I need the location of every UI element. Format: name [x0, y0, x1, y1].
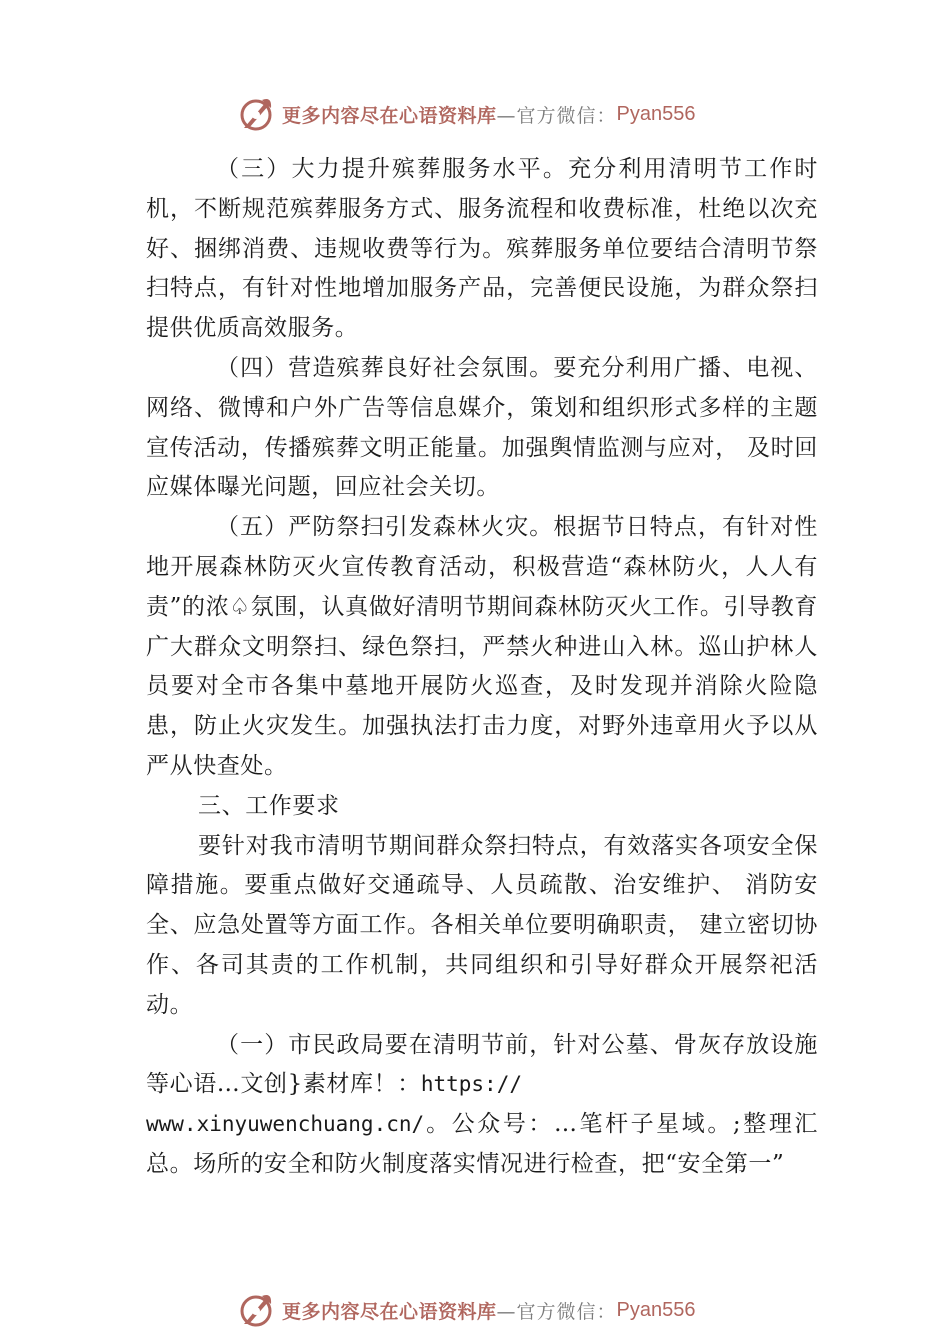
subsection-1-text-a: （一）市民政局要在清明节前，针对公墓、骨灰存放设施等心语…文创}素材库！： — [146, 1031, 818, 1098]
banner-sub-text: —官方微信： — [496, 104, 617, 127]
paragraph-work-requirements: 要针对我市清明节期间群众祭扫特点，有效落实各项安全保障措施。要重点做好交通疏导、人员疏散、治安维护、 消防安全、应急处置等方面工作。各相关单位要明确职责， 建立密切协作、各司其责的工作机制，共同组织和引导好群众开展祭祀活动。 — [146, 832, 818, 1018]
banner-main-text: 更多内容尽在心语资料库 — [282, 1300, 497, 1323]
subsection-1-text-b: 。公众号：…笔杆子星域。;整理汇总。场所的安全和防火制度落实情况进行检查，把“安全第一” — [146, 1111, 818, 1177]
paragraph-section-4: （四）营造殡葬良好社会氛围。要充分利用广播、电视、网络、微博和户外广告等信息媒介，策划和组织形式多样的主题宣传活动，传播殡葬文明正能量。加强舆情监测与应对， 及时回应媒体曝光问题，回应社会关切。 — [146, 354, 818, 501]
banner-main-text: 更多内容尽在心语资料库 — [282, 104, 497, 127]
footer-banner — [236, 1290, 696, 1330]
document-body — [146, 150, 818, 1185]
paragraph-section-5: （五）严防祭扫引发森林火灾。根据节日特点，有针对性地开展森林防灭火宣传教育活动，积极营造“森林防火，人人有责”的浓♤氛围，认真做好清明节期间森林防灭火工作。引导教育广大群众文明祭扫、绿色祭扫，严禁火种进山入林。巡山护林人员要对全市各集中墓地开展防火巡查，及时发现并消除火险隐患，防止火灾发生。加强执法打击力度，对野外违章用火予以从严从快查处。 — [146, 514, 818, 779]
heading-work-requirements: 三、工作要求 — [198, 792, 340, 819]
banner-wechat-id: Pyan556 — [616, 1298, 696, 1321]
subsection-1-url-a: https:// — [420, 1072, 522, 1097]
banner-wechat-id: Pyan556 — [616, 102, 696, 125]
quill-logo-icon — [236, 1290, 276, 1330]
subsection-1-url-b: www.xinyuwenchuang.cn/ — [146, 1112, 425, 1137]
quill-logo-icon — [236, 94, 276, 134]
paragraph-section-3: （三）大力提升殡葬服务水平。充分利用清明节工作时机，不断规范殡葬服务方式、服务流程和收费标准，杜绝以次充好、捆绑消费、违规收费等行为。殡葬服务单位要结合清明节祭扫特点，有针对性地增加服务产品，完善便民设施，为群众祭扫提供优质高效服务。 — [146, 156, 818, 342]
banner-sub-text: —官方微信： — [496, 1300, 617, 1323]
paragraph-subsection-1 — [146, 1026, 818, 1185]
header-banner — [236, 94, 696, 134]
